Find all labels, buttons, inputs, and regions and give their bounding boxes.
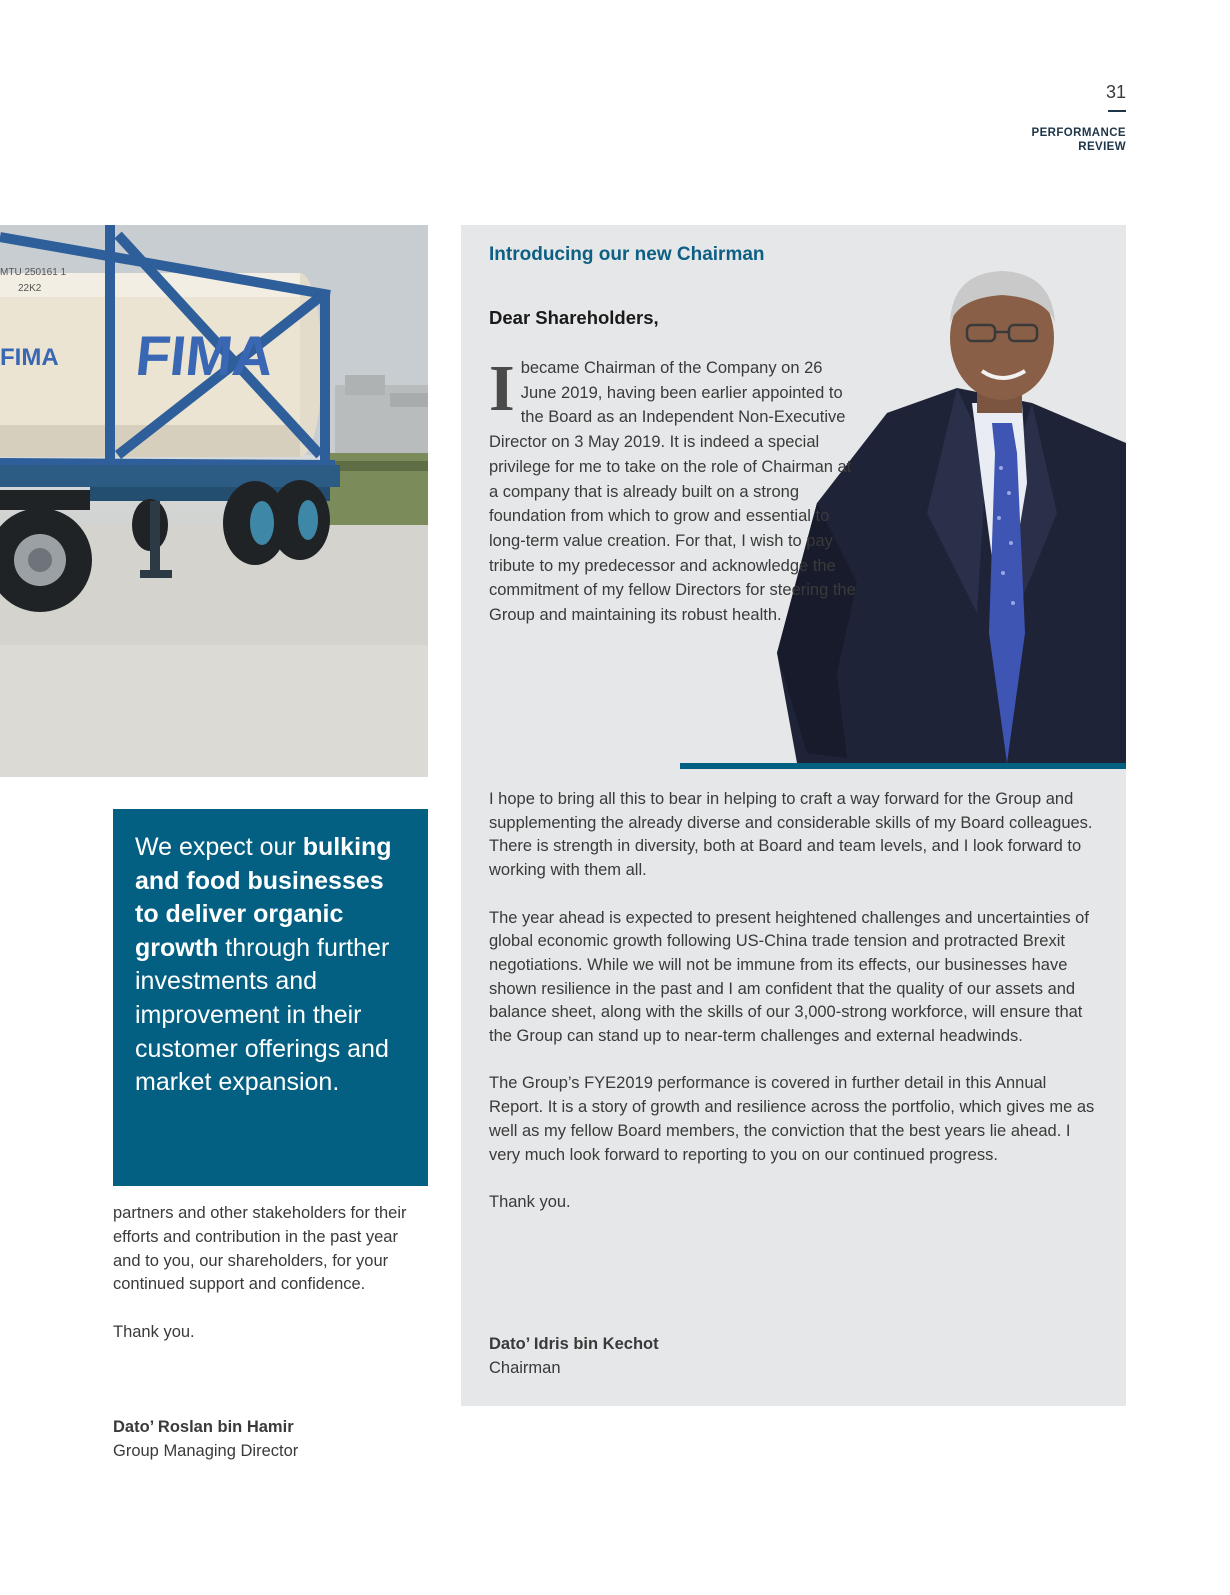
salutation: Dear Shareholders, — [489, 307, 659, 328]
left-column-text — [113, 1202, 423, 1369]
tank-trailer-illustration — [0, 225, 428, 777]
tank-code2-text: 22K2 — [18, 283, 42, 294]
left-signatory-name: Dato’ Roslan bin Hamir — [113, 1418, 294, 1436]
panel-thanks: Thank you. — [489, 1192, 571, 1211]
pull-quote-text — [135, 831, 406, 1100]
section-label-line2: REVIEW — [1078, 141, 1126, 153]
page-number-rule — [1108, 110, 1126, 112]
intro-paragraph — [489, 352, 859, 628]
pull-quote-bold: bulking and food businesses to deliver organic growth — [135, 833, 392, 962]
dropcap-letter: I — [489, 352, 515, 425]
pull-quote-part1: We expect our — [135, 833, 303, 861]
panel-paragraph: The Group’s FYE2019 performance is covered in further detail in this Annual Report. It is a story of growth and resilience across the portfolio, which gives me as well as my fellow Board members, the conviction that the best years lie ahead. I very much look forward to reporting to you on our continued progress. — [489, 1074, 1095, 1164]
left-paragraph: partners and other stakeholders for their efforts and contribution in the past year and to you, our shareholders, for your continued support and confidence. — [113, 1204, 407, 1294]
left-signatory-title: Group Managing Director — [113, 1442, 299, 1460]
tank-trailer-photo — [0, 225, 428, 777]
tank-brand-small-text: FIMA — [0, 344, 59, 371]
left-thanks: Thank you. — [113, 1322, 195, 1341]
panel-title: Introducing our new Chairman — [489, 244, 765, 265]
chairman-signature — [489, 1332, 659, 1380]
chairman-signatory-title: Chairman — [489, 1359, 561, 1377]
chairman-panel — [461, 225, 1126, 1406]
pull-quote-part2: through further investments and improvement in their customer offerings and market expansion. — [135, 933, 390, 1097]
section-label — [966, 126, 1126, 154]
section-label-line1: PERFORMANCE — [1031, 127, 1126, 139]
tank-code-text: MTU 250161 1 — [0, 267, 67, 278]
chairman-signatory-name: Dato’ Idris bin Kechot — [489, 1335, 659, 1353]
intro-text: became Chairman of the Company on 26 June 2019, having been earlier appointed to the Board as an Independent Non-Executive Director on 3 May 2019. It is indeed a special privilege for me to take on the role of Chairman at a company that is already built on a strong foundation from which to grow and essential to long-term value creation. For that, I wish to pay tribute to my predecessor and acknowledge the commitment of my fellow Directors for steering the Group and maintaining its robust health. — [489, 359, 856, 625]
pull-quote — [113, 809, 428, 1186]
panel-paragraph: The year ahead is expected to present heightened challenges and uncertainties of global economic growth following US-China trade tension and protracted Brexit negotiations. While we will not be immune from its effects, our businesses have shown resilience in the past and I am confident that the quality of our assets and balance sheet, along with the skills of our 3,000-strong workforce, will ensure that the Group can stand up to near-term challenges and external headwinds. — [489, 908, 1089, 1046]
accent-rule — [680, 763, 1126, 769]
page-number: 31 — [1105, 82, 1126, 102]
panel-paragraph: I hope to bring all this to bear in helping to craft a way forward for the Group and supplementing the already diverse and considerable skills of my Board colleagues. There is strength in diversity, both at Board and team levels, and I look forward to working with them all. — [489, 790, 1093, 880]
left-signature — [113, 1415, 298, 1463]
tank-brand-text: FIMA — [132, 324, 277, 387]
panel-body-text — [489, 788, 1099, 1238]
